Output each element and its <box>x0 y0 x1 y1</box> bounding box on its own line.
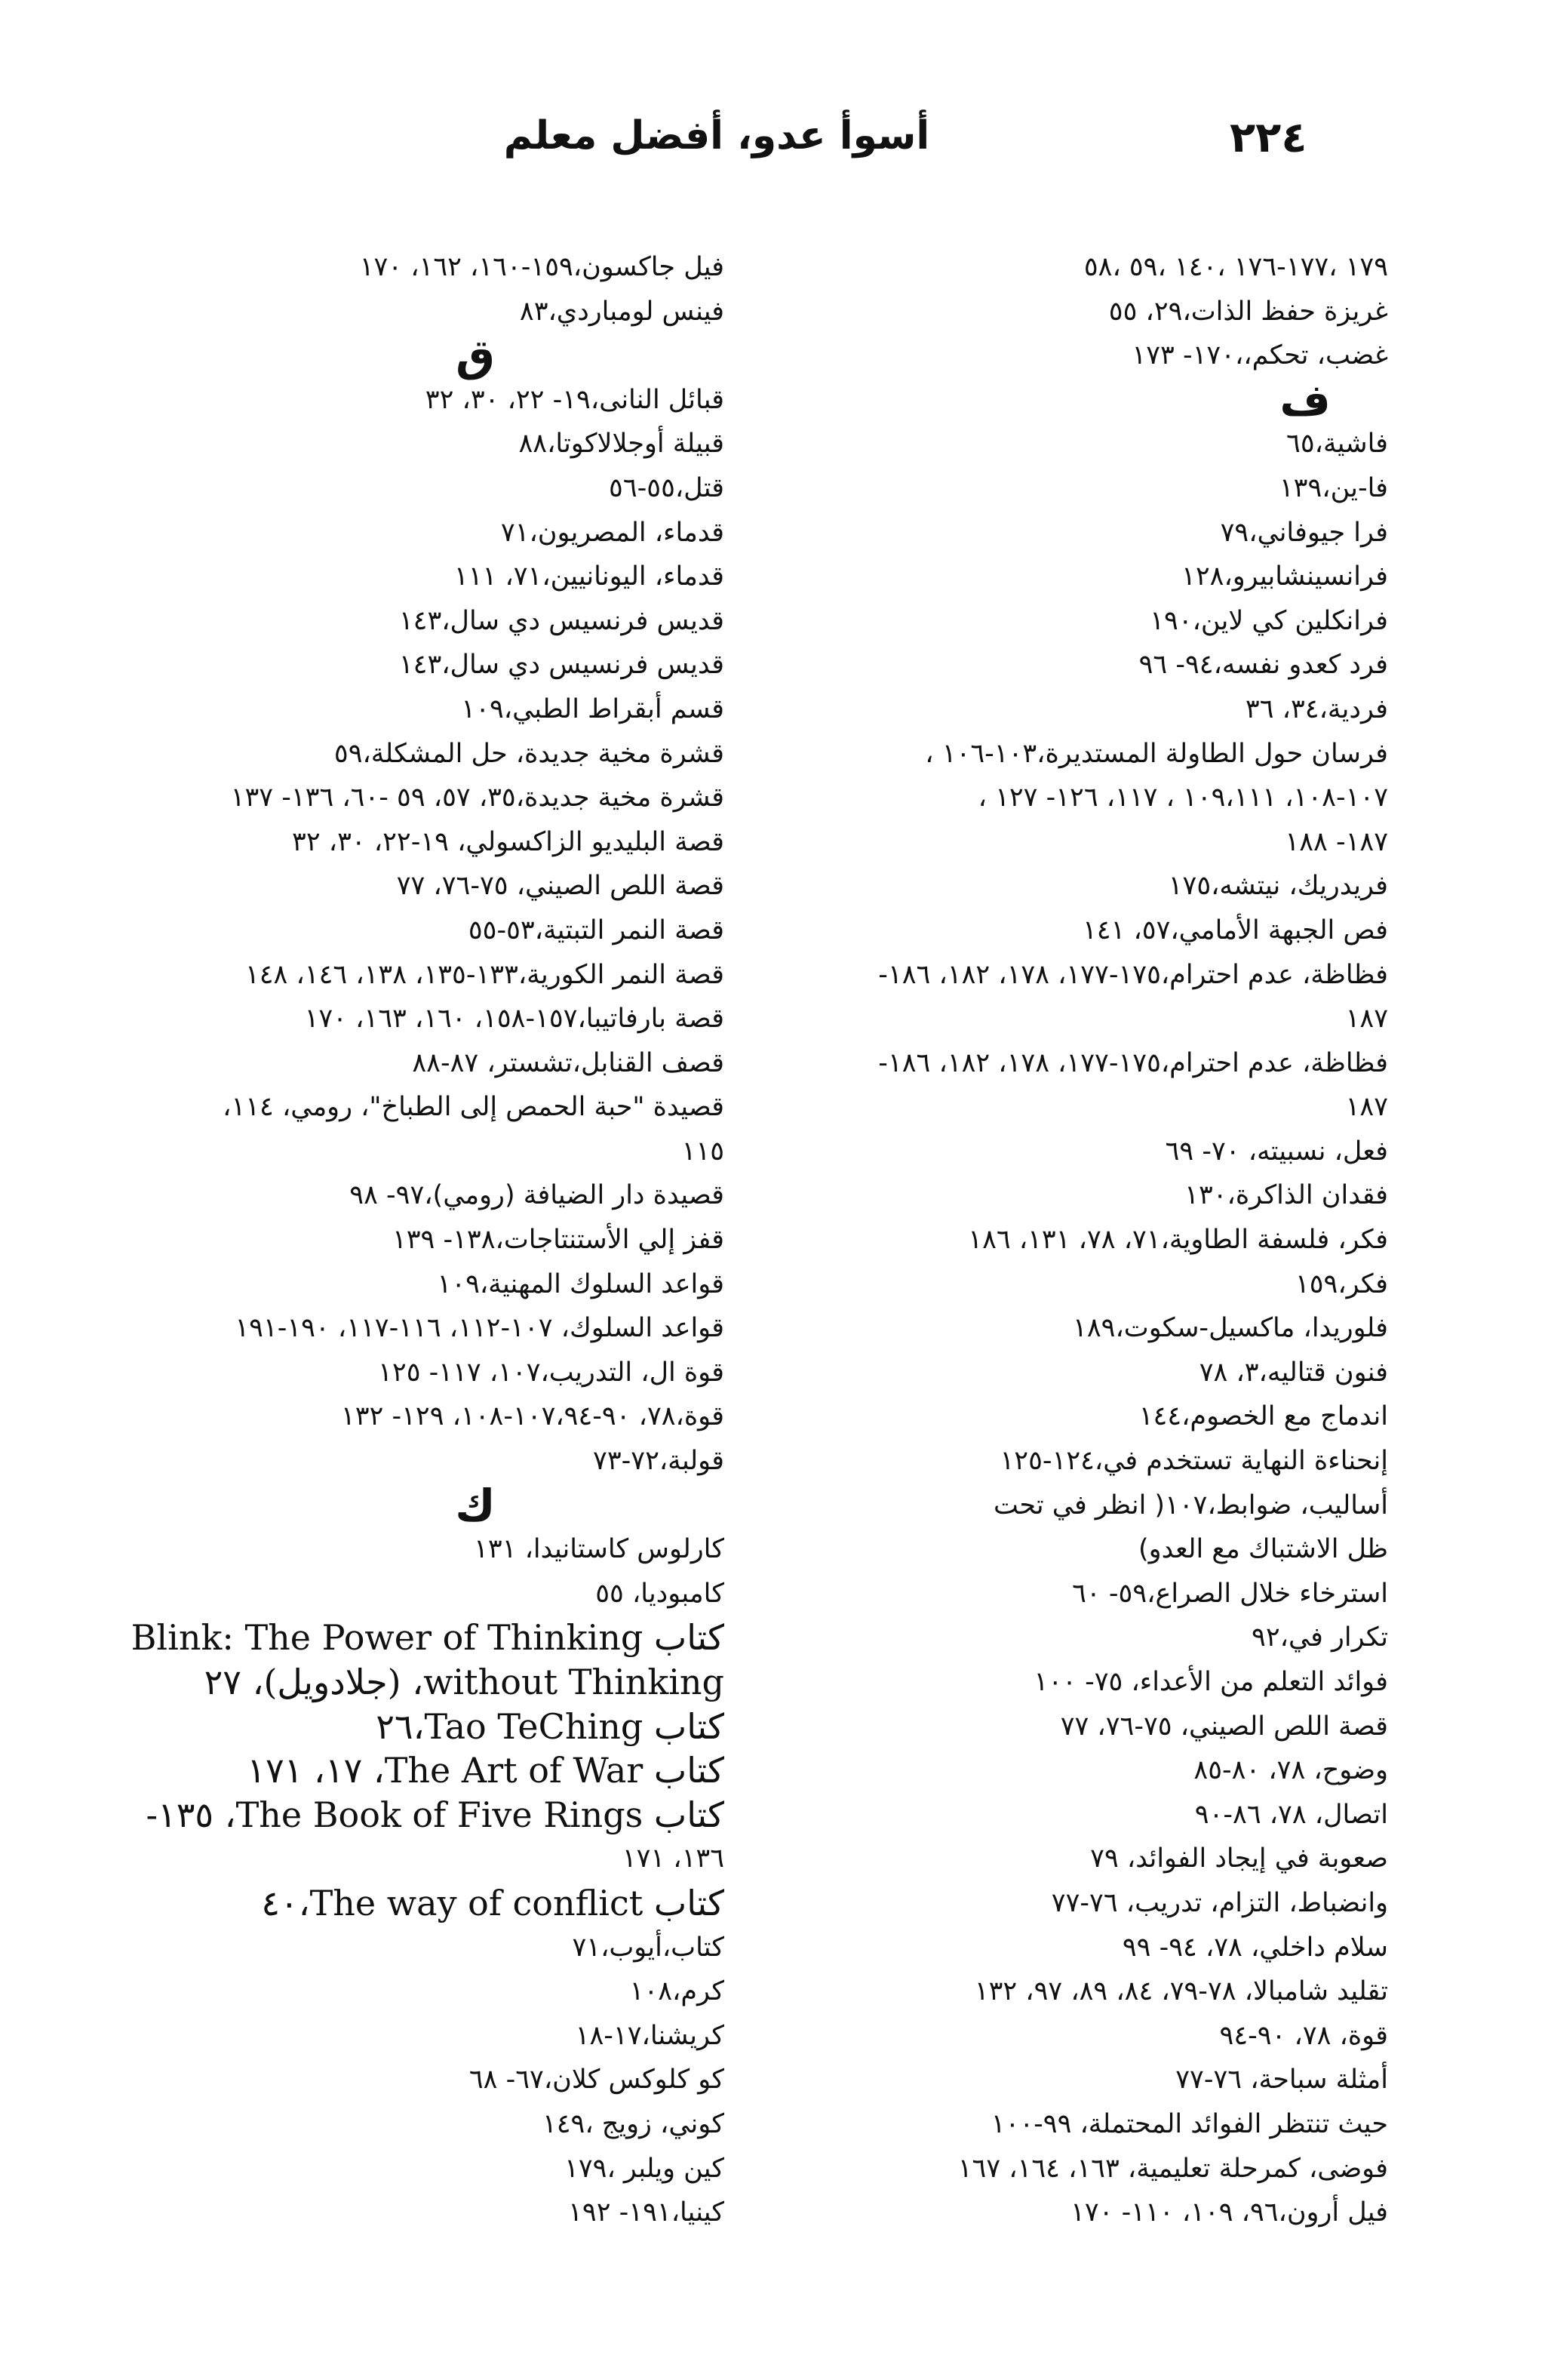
index-entry: فكر، فلسفة الطاوية،٧١، ٧٨، ١٣١، ١٨٦ <box>968 1225 1388 1256</box>
index-entry: كين ويلبر ،١٧٩ <box>564 2153 724 2184</box>
index-entry: قواعد السلوك، ١٠٧-١١٢، ١١٦-١١٧، ١٩٠-١٩١ <box>235 1313 724 1344</box>
index-entry: وانضباط، التزام، تدريب، ٧٦-٧٧ <box>1051 1887 1388 1918</box>
index-entry: قوة ال، التدريب،١٠٧، ١١٧- ١٢٥ <box>378 1357 724 1388</box>
index-column-right <box>800 245 1388 2235</box>
index-entry: كتاب The way of conflict،٤٠ <box>261 1882 724 1923</box>
index-entry: قصة النمر الكورية،١٣٣-١٣٥، ١٣٨، ١٤٦، ١٤٨ <box>244 959 724 990</box>
index-entry: فص الجبهة الأمامي،٥٧، ١٤١ <box>1082 915 1388 946</box>
index-section-letter: ق <box>456 330 495 382</box>
index-entry: فينس لومباردي،٨٣ <box>519 296 724 327</box>
index-entry: فقدان الذاكرة،١٣٠ <box>1184 1180 1388 1211</box>
index-entry: فظاظة، عدم احترام،١٧٥-١٧٧، ١٧٨، ١٨٢، ١٨٦- <box>878 1047 1388 1078</box>
index-entry: قصة اللص الصيني، ٧٥-٧٦، ٧٧ <box>396 871 724 902</box>
index-entry: فلوريدا، ماكسيل-سكوت،١٨٩ <box>1073 1313 1388 1344</box>
index-entry: قصيدة دار الضيافة (رومي)،٩٧- ٩٨ <box>349 1180 724 1211</box>
page-number: ٢٢٤ <box>1230 113 1307 162</box>
index-section-letter: ك <box>455 1479 496 1531</box>
index-entry: كو كلوكس كلان،٦٧- ٦٨ <box>468 2065 724 2096</box>
index-entry: فوضى، كمرحلة تعليمية، ١٦٣، ١٦٤، ١٦٧ <box>957 2153 1388 2184</box>
index-entry: قشرة مخية جديدة، حل المشكلة،٥٩ <box>333 738 724 769</box>
index-entry: غريزة حفظ الذات،٢٩، ٥٥ <box>1108 296 1388 327</box>
index-entry: قديس فرنسيس دي سال،١٤٣ <box>398 605 724 636</box>
index-entry: قصة اللص الصيني، ٧٥-٧٦، ٧٧ <box>1060 1711 1388 1742</box>
index-entry: قوة،٧٨، ٩٠-١٠٧،٩٤-١٠٨، ١٢٩- ١٣٢ <box>340 1401 724 1432</box>
index-entry: كارلوس كاستانيدا، ١٣١ <box>474 1534 724 1565</box>
index-entry: فظاظة، عدم احترام،١٧٥-١٧٧، ١٧٨، ١٨٢، ١٨٦- <box>878 959 1388 990</box>
page-header <box>0 0 1545 196</box>
index-entry: فرسان حول الطاولة المستديرة،١٠٣-١٠٦ ، <box>925 738 1388 769</box>
index-entry: قبيلة أوجلالاكوتا،٨٨ <box>518 429 724 460</box>
index-entry: قدماء، اليونانيين،٧١، ١١١ <box>453 561 724 592</box>
index-entry: تكرار في،٩٢ <box>1252 1622 1388 1653</box>
index-entry: قصة النمر التبتية،٥٣-٥٥ <box>468 915 724 946</box>
index-entry: كريشنا،١٧-١٨ <box>575 2020 724 2051</box>
index-entry: فعل، نسبيته، ٧٠- ٦٩ <box>1165 1136 1388 1167</box>
index-entry: كتاب Tao TeChing،٢٦ <box>376 1705 724 1747</box>
index-entry: قديس فرنسيس دي سال،١٤٣ <box>398 650 724 681</box>
index-entry: كينيا،١٩١- ١٩٢ <box>568 2197 724 2228</box>
index-entry: كتاب،أيوب،٧١ <box>572 1932 724 1963</box>
index-entry: ١١٥ <box>681 1136 724 1167</box>
index-entry: ١٧٩ ،١٧٧-١٧٦ ،١٤٠ ،٥٩ ،٥٨ <box>1083 252 1388 282</box>
index-entry: فرا جيوفاني،٧٩ <box>1220 517 1388 548</box>
index-entry: قبائل النانى،١٩- ٢٢، ٣٠، ٣٢ <box>425 384 724 415</box>
index-entry: قوة، ٧٨، ٩٠-٩٤ <box>1219 2020 1388 2051</box>
index-entry: أمثلة سباحة، ٧٦-٧٧ <box>1175 2065 1388 2096</box>
index-entry: كامبوديا، ٥٥ <box>595 1578 724 1609</box>
index-entry: فاشية،٦٥ <box>1286 429 1388 460</box>
index-entry: كتاب The Book of Five Rings، ١٣٥- <box>146 1794 724 1835</box>
index-entry: قدماء، المصريون،٧١ <box>500 517 724 548</box>
index-entry: قصيدة "حبة الحمص إلى الطباخ"، رومي، ١١٤، <box>223 1092 724 1123</box>
index-entry: without Thinking، (جلادويل)، ٢٧ <box>204 1662 724 1702</box>
index-entry: قتل،٥٥-٥٦ <box>609 472 724 503</box>
index-entry: سلام داخلي، ٧٨، ٩٤- ٩٩ <box>1122 1932 1388 1963</box>
index-entry: قسم أبقراط الطبي،١٠٩ <box>461 693 724 724</box>
index-entry: فردية،٣٤، ٣٦ <box>1245 693 1388 724</box>
index-entry: إنحناءة النهاية تستخدم في،١٢٤-١٢٥ <box>1000 1446 1388 1477</box>
index-entry: تقليد شامبالا، ٧٨-٧٩، ٨٤، ٨٩، ٩٧، ١٣٢ <box>974 1976 1388 2007</box>
index-entry: كوني، زويج ،١٤٩ <box>542 2108 724 2139</box>
index-entry: فريدريك، نيتشه،١٧٥ <box>1168 871 1388 902</box>
index-entry: فرد كعدو نفسه،٩٤- ٩٦ <box>1138 650 1388 681</box>
index-entry: فنون قتاليه،٣، ٧٨ <box>1199 1357 1388 1388</box>
index-entry: حيث تنتظر الفوائد المحتملة، ٩٩-١٠٠ <box>991 2108 1388 2139</box>
index-section-letter: ف <box>1279 374 1331 426</box>
index-entry: فكر،١٥٩ <box>1295 1268 1388 1299</box>
index-entry: اتصال، ٧٨، ٨٦-٩٠ <box>1194 1799 1388 1830</box>
index-entry: كرم،١٠٨ <box>629 1976 724 2007</box>
index-entry: استرخاء خلال الصراع،٥٩- ٦٠ <box>1072 1578 1388 1609</box>
index-entry: قواعد السلوك المهنية،١٠٩ <box>437 1268 724 1299</box>
index-entry: قشرة مخية جديدة،٣٥، ٥٧، ٥٩ -٦٠، ١٣٦- ١٣٧ <box>230 783 724 813</box>
index-entry: قفز إلي الأستنتاجات،١٣٨- ١٣٩ <box>392 1225 724 1256</box>
index-entry: قصف القنابل،تشستر، ٨٧-٨٨ <box>412 1047 724 1078</box>
index-entry: كتاب The Art of War، ١٧، ١٧١ <box>247 1750 724 1791</box>
index-entry: قصة بارفاتيبا،١٥٧-١٥٨، ١٦٠، ١٦٣، ١٧٠ <box>304 1004 724 1035</box>
index-column-left <box>91 245 724 2235</box>
index-entry: ظل الاشتباك مع العدو) <box>1138 1534 1388 1565</box>
index-entry: ١٨٧ <box>1345 1092 1388 1123</box>
index-entry: ١٨٧ <box>1345 1004 1388 1035</box>
index-entry: صعوبة في إيجاد الفوائد، ٧٩ <box>1090 1843 1388 1874</box>
index-entry: كتاب Blink: The Power of Thinking <box>131 1617 724 1659</box>
index-entry: ١٨٧- ١٨٨ <box>1285 826 1388 857</box>
index-entry: غضب، تحكم،،١٧٠- ١٧٣ <box>1132 340 1388 371</box>
index-entry: قصة البليديو الزاكسولي، ١٩-٢٢، ٣٠، ٣٢ <box>292 826 724 857</box>
index-entry: فيل أرون،٩٦، ١٠٩، ١١٠- ١٧٠ <box>1070 2197 1388 2228</box>
index-entry: اندماج مع الخصوم،١٤٤ <box>1138 1401 1388 1432</box>
index-entry: ١٠٧-١٠٨، ١٠٩،١١١ ، ١١٧، ١٢٦- ١٢٧ ، <box>978 783 1388 813</box>
index-entry: فرانكلين كي لاين،١٩٠ <box>1150 605 1388 636</box>
index-entry: فيل جاكسون،١٥٩-١٦٠، ١٦٢، ١٧٠ <box>359 252 724 282</box>
running-title: أسوأ عدو، أفضل معلم <box>503 113 930 158</box>
index-entry: فا-ين،١٣٩ <box>1279 472 1388 503</box>
index-entry: ١٣٦، ١٧١ <box>622 1843 724 1874</box>
index-entry: فوائد التعلم من الأعداء، ٧٥- ١٠٠ <box>1034 1667 1388 1697</box>
index-entry: وضوح، ٧٨، ٨٠-٨٥ <box>1193 1755 1388 1786</box>
index-entry: فرانسينشابيرو،١٢٨ <box>1181 561 1388 592</box>
index-entry: أساليب، ضوابط،١٠٧( انظر في تحت <box>993 1490 1388 1521</box>
index-entry: قولبة،٧٢-٧٣ <box>593 1446 724 1477</box>
